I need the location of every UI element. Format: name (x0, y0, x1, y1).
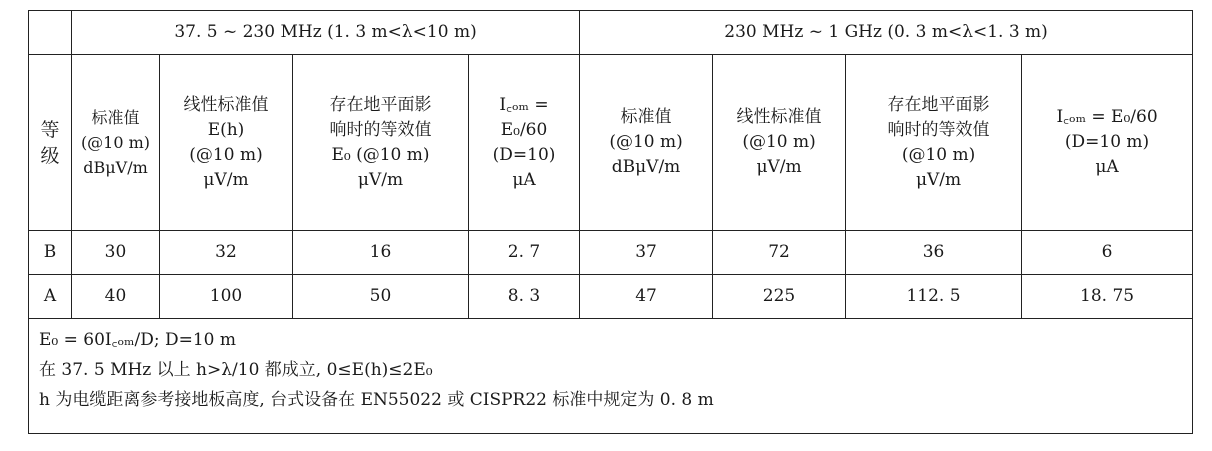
band-header-row (29, 11, 1193, 55)
table-cell: 30 (72, 231, 160, 275)
grade-header: 等 级 (29, 55, 72, 231)
header-low-icom: I꜀ₒₘ = E₀/60 (D=10) μA (469, 55, 580, 231)
table-notes (29, 319, 1193, 434)
table-cell: 72 (713, 231, 846, 275)
table-row (29, 275, 1193, 319)
table-cell: 32 (160, 231, 293, 275)
header-high-icom: I꜀ₒₘ = E₀/60 (D=10 m) μA (1022, 55, 1193, 231)
table-cell: 47 (580, 275, 713, 319)
table-cell: 225 (713, 275, 846, 319)
note-condition: 在 37. 5 MHz 以上 h>λ/10 都成立, 0≤E(h)≤2E₀ (39, 360, 433, 380)
header-low-standard-db: 标准值 (@10 m) dBμV/m (72, 55, 160, 231)
header-high-linear-standard: 线性标准值 (@10 m) μV/m (713, 55, 846, 231)
table-cell: 100 (160, 275, 293, 319)
band-low-header: 37. 5 ~ 230 MHz (1. 3 m<λ<10 m) (72, 11, 580, 55)
row-grade-label: B (29, 231, 72, 275)
emission-limits-table (28, 10, 1193, 434)
table-cell: 2. 7 (469, 231, 580, 275)
table-cell: 50 (293, 275, 469, 319)
row-grade-label: A (29, 275, 72, 319)
header-low-ground-equivalent: 存在地平面影 响时的等效值 E₀ (@10 m) μV/m (293, 55, 469, 231)
header-high-ground-equivalent: 存在地平面影 响时的等效值 (@10 m) μV/m (846, 55, 1022, 231)
table-cell: 40 (72, 275, 160, 319)
table-cell: 18. 75 (1022, 275, 1193, 319)
table-cell: 16 (293, 231, 469, 275)
table-cell: 112. 5 (846, 275, 1022, 319)
table-cell: 8. 3 (469, 275, 580, 319)
notes-row (29, 319, 1193, 434)
table-cell: 36 (846, 231, 1022, 275)
note-formula: E₀ = 60I꜀ₒₘ/D; D=10 m (39, 330, 236, 350)
corner-cell (29, 11, 72, 55)
column-header-row (29, 55, 1193, 231)
table-cell: 6 (1022, 231, 1193, 275)
table-cell: 37 (580, 231, 713, 275)
note-height: h 为电缆距离参考接地板高度, 台式设备在 EN55022 或 CISPR22 标准中规定为 0. 8 m (39, 390, 714, 410)
band-high-header: 230 MHz ~ 1 GHz (0. 3 m<λ<1. 3 m) (580, 11, 1193, 55)
header-low-linear-standard: 线性标准值 E(h) (@10 m) μV/m (160, 55, 293, 231)
table-row (29, 231, 1193, 275)
header-high-standard-db: 标准值 (@10 m) dBμV/m (580, 55, 713, 231)
